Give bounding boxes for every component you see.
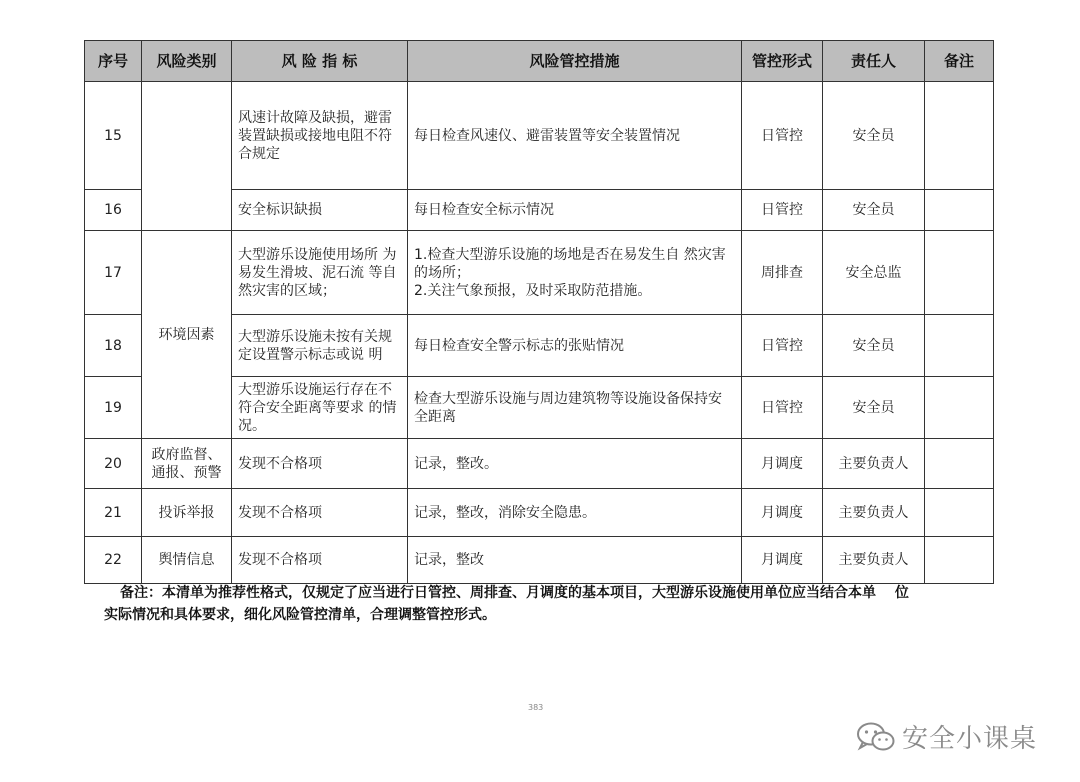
row-remark [925, 537, 994, 584]
row-no: 20 [85, 439, 142, 489]
wechat-icon [856, 721, 896, 753]
row-remark [925, 231, 994, 315]
row-measure: 检查大型游乐设施与周边建筑物等设施设备保持安全距离 [408, 377, 742, 439]
row-indicator: 发现不合格项 [232, 537, 408, 584]
row-form: 日管控 [742, 377, 823, 439]
watermark-text: 安全小课桌 [902, 724, 1038, 754]
row-measure: 每日检查安全标示情况 [408, 190, 742, 231]
page-number: 383 [528, 703, 544, 712]
risk-control-table [84, 40, 994, 584]
table-row [85, 82, 994, 190]
row-no: 15 [85, 82, 142, 190]
row-form: 日管控 [742, 315, 823, 377]
header-no: 序号 [85, 41, 142, 82]
row-indicator: 大型游乐设施使用场所 为易发生滑坡、泥石流 等自然灾害的区域； [232, 231, 408, 315]
table-header-row [85, 41, 994, 82]
row-form: 日管控 [742, 190, 823, 231]
row-indicator: 发现不合格项 [232, 489, 408, 537]
row-no: 19 [85, 377, 142, 439]
row-form: 月调度 [742, 439, 823, 489]
row-remark [925, 315, 994, 377]
measure-line: 2.关注气象预报，及时采取防范措施。 [414, 282, 652, 299]
row-person: 安全员 [823, 190, 925, 231]
row-no: 17 [85, 231, 142, 315]
measure-line: 1.检查大型游乐设施的场地是否在易发生自 然灾害的场所； [414, 246, 726, 281]
watermark [856, 718, 1037, 755]
table-row [85, 231, 994, 315]
row-category: 舆情信息 [142, 537, 232, 584]
row-person: 安全员 [823, 377, 925, 439]
row-indicator: 大型游乐设施未按有关规定设置警示标志或说 明 [232, 315, 408, 377]
header-form: 管控形式 [742, 41, 823, 82]
row-form: 月调度 [742, 489, 823, 537]
row-indicator: 发现不合格项 [232, 439, 408, 489]
footnote [104, 582, 984, 626]
table-row [85, 439, 994, 489]
row-form: 周排查 [742, 231, 823, 315]
row-no: 18 [85, 315, 142, 377]
row-person: 主要负责人 [823, 489, 925, 537]
row-remark [925, 489, 994, 537]
row-person: 主要负责人 [823, 439, 925, 489]
row-measure: 每日检查安全警示标志的张贴情况 [408, 315, 742, 377]
row-remark [925, 190, 994, 231]
row-measure: 记录，整改 [408, 537, 742, 584]
row-measure: 记录，整改。 [408, 439, 742, 489]
row-measure [408, 231, 742, 315]
row-measure: 记录，整改，消除安全隐患。 [408, 489, 742, 537]
row-form: 日管控 [742, 82, 823, 190]
header-measure: 风险管控措施 [408, 41, 742, 82]
footnote-line-1: 备注：本清单为推荐性格式，仅规定了应当进行日管控、周排查、月调度的基本项目，大型游乐设施使用单位应当结合本单 位 [120, 585, 909, 601]
header-person: 责任人 [823, 41, 925, 82]
header-remark: 备注 [925, 41, 994, 82]
row-category: 环境因素 [142, 231, 232, 439]
footnote-line-2: 实际情况和具体要求，细化风险管控清单，合理调整管控形式。 [104, 607, 496, 623]
row-category: 政府监督、通报、预警 [142, 439, 232, 489]
row-no: 22 [85, 537, 142, 584]
row-person: 主要负责人 [823, 537, 925, 584]
row-measure: 每日检查风速仪、避雷装置等安全装置情况 [408, 82, 742, 190]
row-indicator: 安全标识缺损 [232, 190, 408, 231]
row-indicator: 大型游乐设施运行存在不符合安全距离等要求 的情况。 [232, 377, 408, 439]
row-category [142, 82, 232, 231]
row-person: 安全员 [823, 315, 925, 377]
row-indicator: 风速计故障及缺损，避雷装置缺损或接地电阻不符合规定 [232, 82, 408, 190]
row-category: 投诉举报 [142, 489, 232, 537]
row-no: 16 [85, 190, 142, 231]
header-indicator: 风 险 指 标 [232, 41, 408, 82]
table-row [85, 537, 994, 584]
row-person: 安全总监 [823, 231, 925, 315]
row-form: 月调度 [742, 537, 823, 584]
row-remark [925, 82, 994, 190]
row-remark [925, 439, 994, 489]
table-row [85, 489, 994, 537]
row-person: 安全员 [823, 82, 925, 190]
row-remark [925, 377, 994, 439]
header-category: 风险类别 [142, 41, 232, 82]
row-no: 21 [85, 489, 142, 537]
